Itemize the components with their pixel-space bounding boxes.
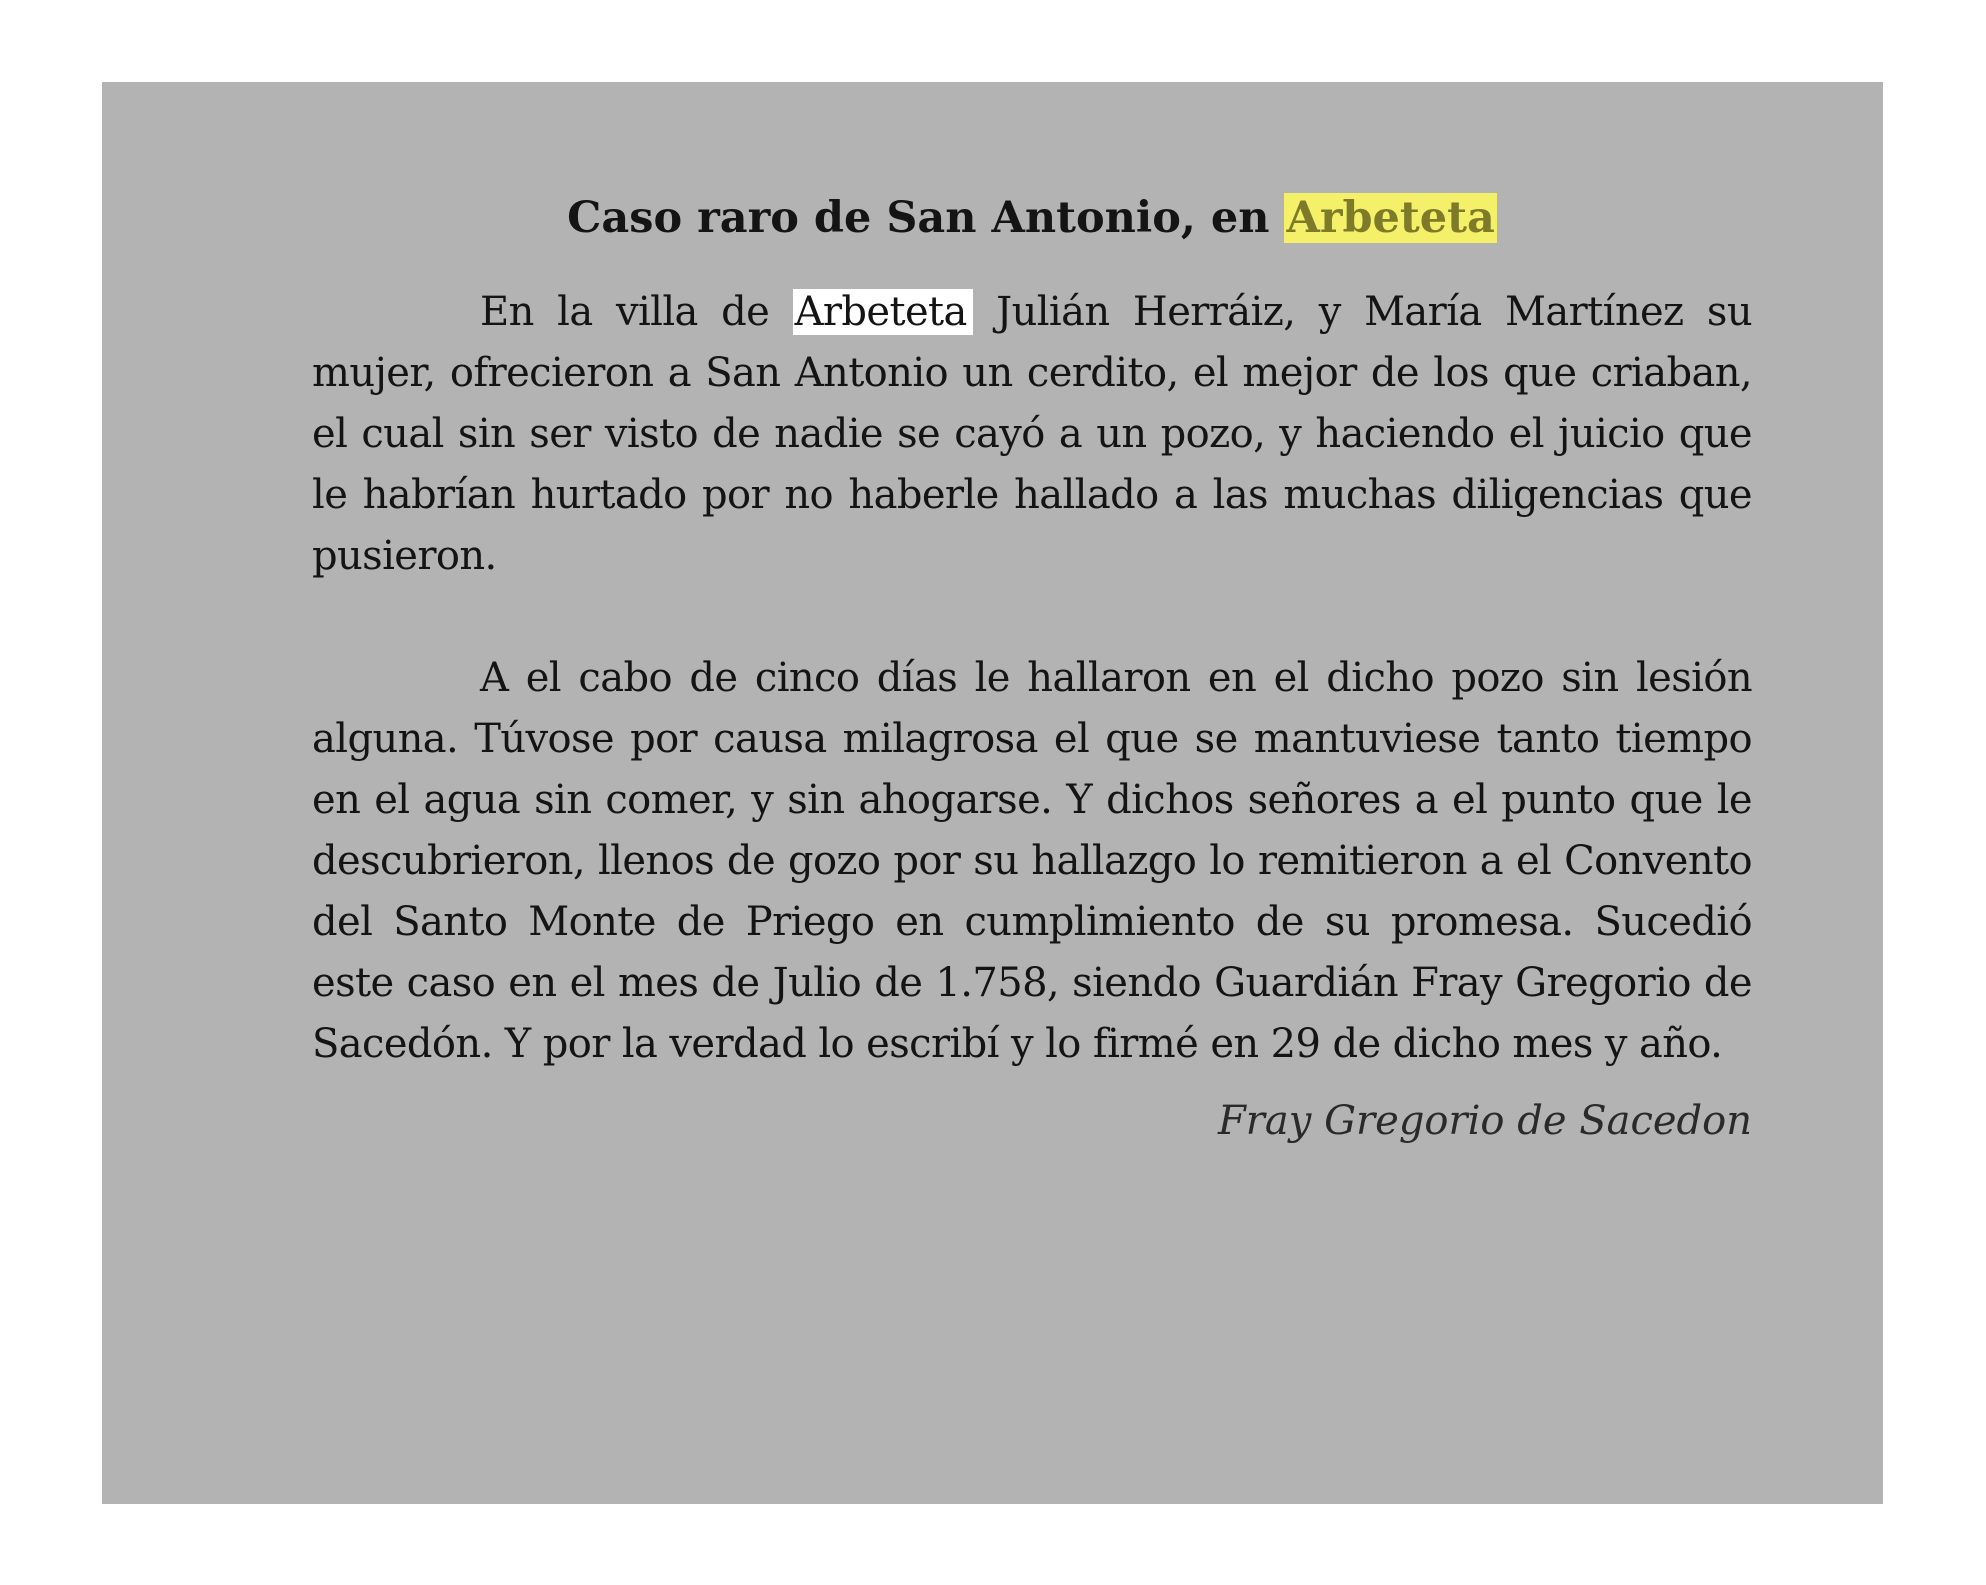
- paragraph-1-rest: Julián Herráiz, y María Martínez su mujer, ofrecieron a San Antonio un cerdito, el mejor de los que criaban, el cual sin ser visto de nadie se cayó a un pozo, y haciendo el juicio que le habrían hurtado por no haberle hallado a las muchas diligencias que pusieron.: [312, 289, 1752, 579]
- paragraph-1-start: En la villa de: [480, 289, 793, 335]
- title-text: Caso raro de San Antonio, en: [567, 193, 1285, 243]
- paragraph-1-highlight: Arbeteta: [793, 289, 973, 335]
- paragraph-1: [312, 282, 1752, 587]
- signature: Fray Gregorio de Sacedon: [1218, 1098, 1752, 1144]
- document-content: [312, 190, 1752, 1149]
- paragraph-2: A el cabo de cinco días le hallaron en el dicho pozo sin lesión alguna. Túvose por causa milagrosa el que se mantuviese tanto tiempo en el agua sin comer, y sin ahogarse. Y dichos señores a el punto que le descubrieron, llenos de gozo por su hallazgo lo remitieron a el Convento del Santo Monte de Priego en cumplimiento de su promesa. Sucedió este caso en el mes de Julio de 1.758, siendo Guardián Fray Gregorio de Sacedón. Y por la verdad lo escribí y lo firmé en 29 de dicho mes y año.: [312, 655, 1752, 1067]
- document-page: [102, 82, 1883, 1504]
- document-title: [312, 190, 1752, 246]
- title-highlight: Arbeteta: [1286, 193, 1495, 243]
